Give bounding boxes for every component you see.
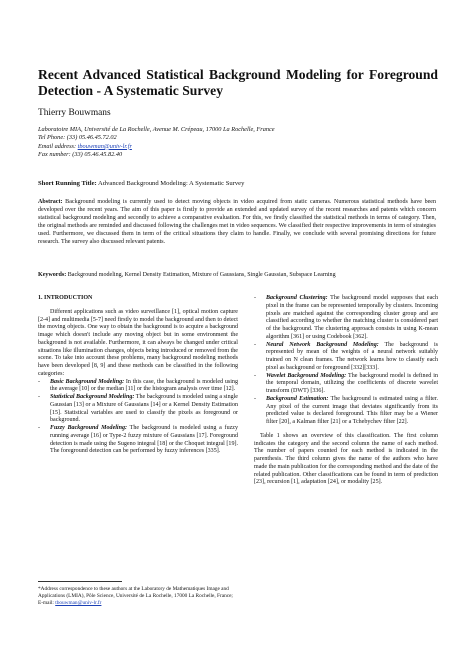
footnote-email-link[interactable]: tbouwman@univ-lr.fr xyxy=(55,600,102,607)
right-column xyxy=(254,295,438,493)
footnote: *Address correspondence to these authors at the Laboratory de Mathematiques Image and Applications (LMIA), Pôle Science, Université de La Rochelle, 17000 La Rochelle, France; E-mail: tbouwman@univ-lr.fr xyxy=(38,586,233,607)
email-line xyxy=(38,143,438,151)
list-item: - Statistical Background Modeling: The background is modeled using a single Gaussian [13] or a Mixture of Gaussians [14] or a Kernel Density Estimation [15]. Statistical variables are used to classify the pixels as foreground or background. xyxy=(38,394,238,424)
keywords-text: Background modeling, Kernel Density Estimation, Mixture of Gaussians, Single Gaussian, Subspace Learning xyxy=(66,272,336,278)
footnote-rule xyxy=(38,581,122,582)
list-item: - Basic Background Modeling: In this case, the background is modeled using the average [10] or the median [11] or the histogram analysis over time [12]. xyxy=(38,378,238,393)
fax-number: Fax number: (33) 05.46.45.82.40 xyxy=(38,150,123,158)
keywords xyxy=(38,272,336,278)
list-item: - Neural Network Background Modeling: The background is represented by mean of the weights of a neural network suitably trained on N clean frames. The network learns how to classify each pixel as background or foreground [332][333]. xyxy=(254,341,439,371)
affiliation-block xyxy=(38,126,438,159)
email-link[interactable]: tbouwman@univ-lr.fr xyxy=(77,142,132,150)
table-overview-paragraph: Table 1 shows an overview of this classification. The first column indicates the category and the second column the name of each method. The number of papers counted for each method is indicated in the parenthesis. The third column gives the name of the authors who have made the main publication for the corresponding method and the date of the related publication. Other classifications can be found in term of prediction [23], recursion [1], adaptation [24], or modality [25]. xyxy=(254,432,438,486)
list-item: - Wavelet Background Modeling: The background model is defined in the temporal domain, utilizing the coefficients of discrete wavelet transform (DWT) [336]. xyxy=(254,372,438,394)
affiliation: Laboratoire MIA, Université de La Rochelle, Avenue M. Crépeau, 17000 La Rochelle, France xyxy=(38,126,275,133)
left-column xyxy=(38,295,238,456)
running-title xyxy=(38,180,244,187)
section-heading: 1. INTRODUCTION xyxy=(38,295,93,301)
author-name: Thierry Bouwmans xyxy=(38,108,111,118)
list-item: - Fuzzy Background Modeling: The background is modeled using a fuzzy running average [16] or Type-2 fuzzy mixture of Gaussians [17]. Foreground detection is made using the Sugeno integral [18] or the Choquet integral [19]. The foreground detection can be performed by fuzzy inferences [335]. xyxy=(38,425,238,455)
abstract xyxy=(38,199,436,246)
email-label: Email address: xyxy=(38,142,78,150)
abstract-label: Abstract: xyxy=(38,199,63,205)
abstract-text: Background modeling is currently used to detect moving objects in video acquired from static cameras. Numerous statistical methods have been developed over the recent years. The aim of this paper is firstly to provide an extended and updated survey of the recent researches and patents which concern statistical background modeling and secondly to achieve a comparative evaluation. For this, we firstly classified the statistical methods in terms of category. Then, the original methods are reminded and discussed following the challenges met in video sequences. We classified their respective improvements in term of strategies used. Furthermore, we discussed them in term of the critical situations they claim to handle. Finally, we conclude with several promising directions for future research. The survey also discussed relevant patents. xyxy=(38,199,436,245)
tel-phone: Tel Phone: (33) 05.46.45.72.02 xyxy=(38,134,117,142)
list-item: - Background Clustering: The background model supposes that each pixel in the frame can be represented temporally by clusters. Incoming pixels are matched against the corresponding cluster group and are classified according to whether the matching cluster is considered part of the background. The clustering approach consists in using K-mean algorithm [361] or using Codebook [362]. xyxy=(254,295,438,340)
intro-paragraph: Different applications such as video surveillance [1], optical motion capture [2-4] and multimedia [5-7] need firstly to model the background and then to detect the moving objects. One way to obtain the background is to acquire a background image which doesn't include any moving object but in some environment the background is not available. Furthermore, it can always be changed under critical situations like illumination changes, objects being introduced or removed from the scene. To take into account these problems, many background modeling methods have been developed [8, 9] and these methods can be classified in the following categories: xyxy=(38,308,238,377)
running-title-text: Advanced Background Modeling: A Systematic Survey xyxy=(96,180,245,187)
running-title-label: Short Running Title: xyxy=(38,180,97,187)
list-item: - Background Estimation: The background is estimated using a filter. Any pixel of the current image that deviates significantly from its predicted value is declared foreground. This filter may be a Wiener filter [20], a Kalman filter [21] or a Tchebychev filter [22]. xyxy=(254,395,438,425)
keywords-label: Keywords: xyxy=(38,272,67,278)
paper-title: Recent Advanced Statistical Background Modeling for Foreground Detection - A Systematic Survey xyxy=(38,67,438,98)
